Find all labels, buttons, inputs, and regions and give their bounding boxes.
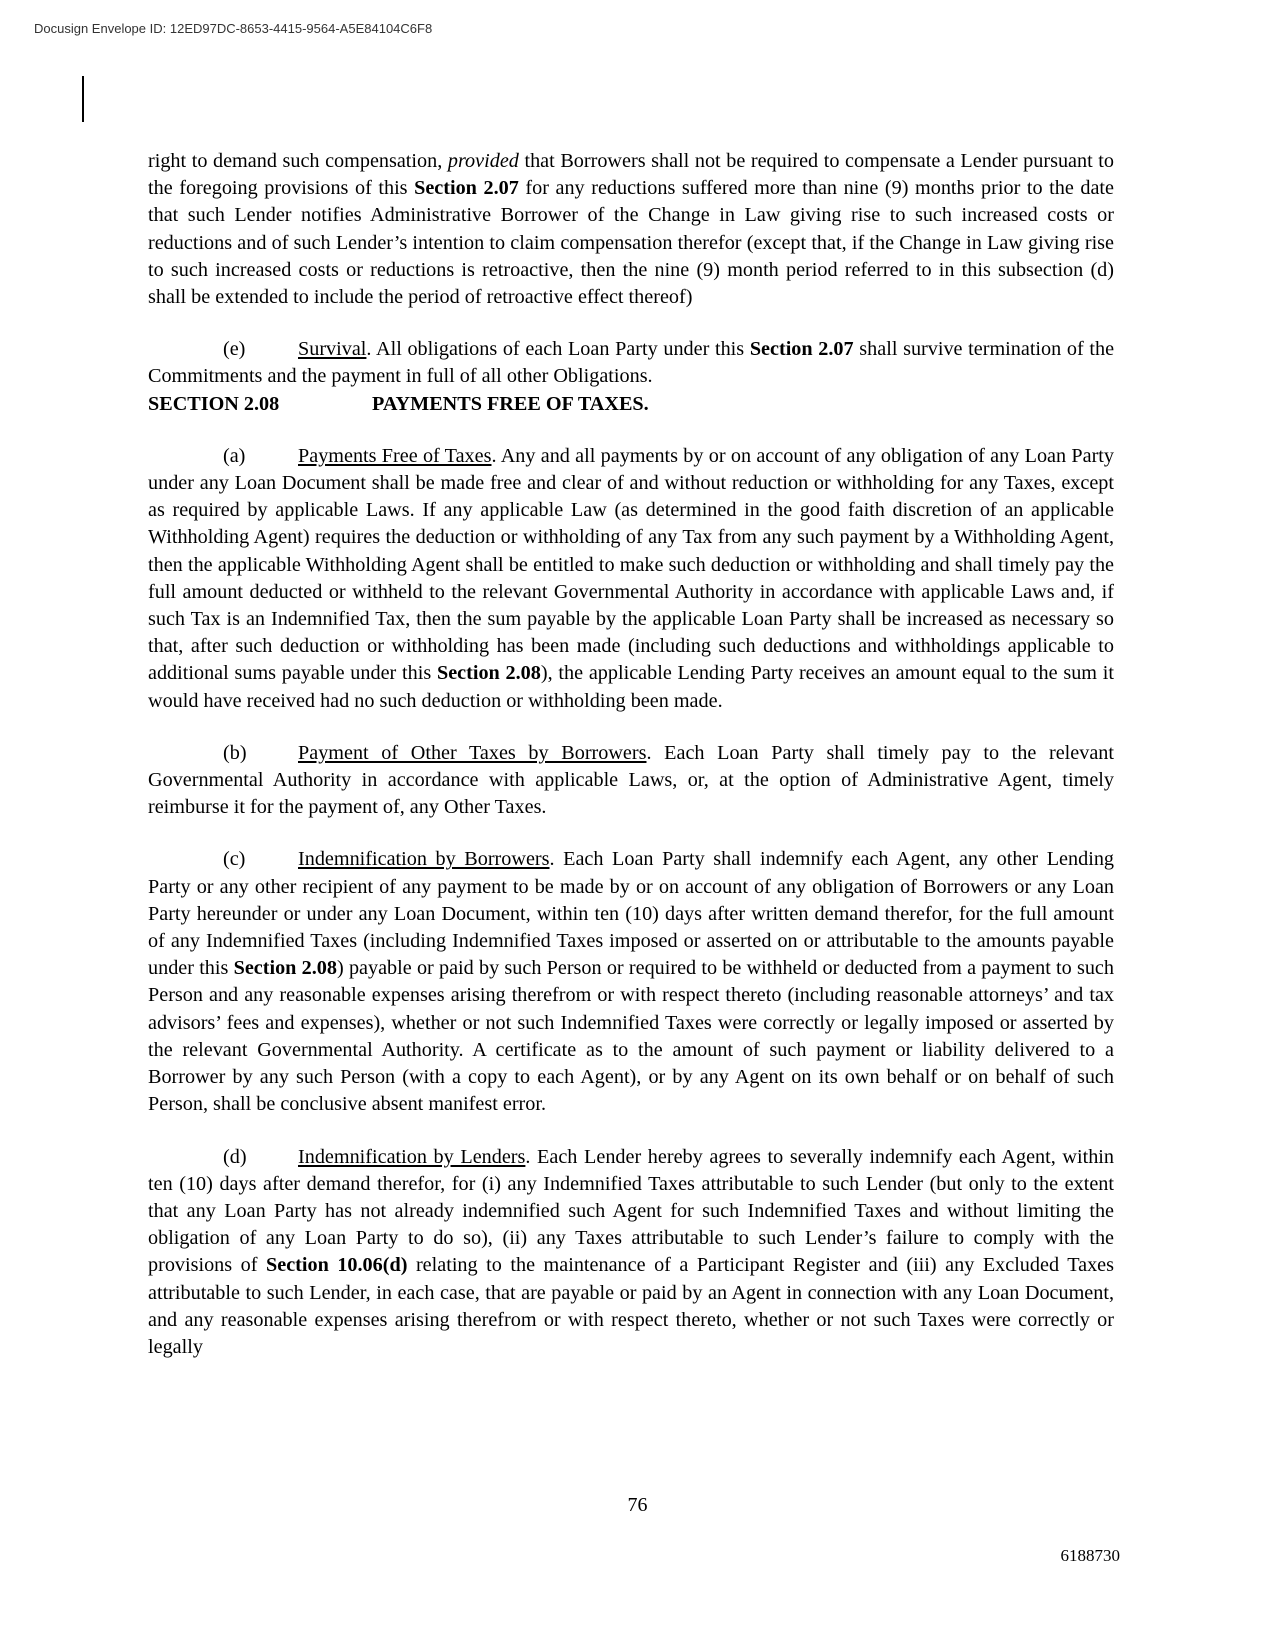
paragraph-title: Indemnification by Borrowers xyxy=(298,848,550,871)
section-reference: Section 10.06(d) xyxy=(266,1254,408,1277)
text-run: shall survive termination of the Commitments and the payment in full of all other Obligations. xyxy=(148,338,1115,388)
paragraph-label: (a) xyxy=(223,444,246,467)
paragraph-title: Survival xyxy=(298,338,367,361)
paragraph-d xyxy=(148,1144,1114,1362)
section-number: SECTION 2.08 xyxy=(148,392,280,415)
italic-term: provided xyxy=(447,150,519,172)
paragraph-label: (b) xyxy=(223,741,247,764)
section-title: PAYMENTS FREE OF TAXES. xyxy=(372,392,649,415)
text-run: . Any and all payments by or on account of any obligation of any Loan Party under any Loan Document shall be made free and clear of and without reduction or withholding for any Taxes, except as required by applicable Laws. If any applicable Law (as determined in the good faith discretion of an applicable Withholding Agent) requires the deduction or withholding of any Tax from any such payment by a Withholding Agent, then the applicable Withholding Agent shall be entitled to make such deduction or withholding and shall timely pay the full amount deducted or withheld to the relevant Governmental Authority in accordance with applicable Laws and, if such Tax is an Indemnified Tax, then the sum payable by the applicable Loan Party shall be increased as necessary so that, after such deduction or withholding has been made (including such deductions and withholdings applicable to additional sums payable under this xyxy=(148,444,1114,685)
section-reference: Section 2.08 xyxy=(436,662,541,685)
paragraph-a xyxy=(148,443,1114,715)
text-run: . Each Loan Party shall indemnify each Agent, any other Lending Party or any other recipient of any payment to be made by or on account of any obligation of Borrowers or any Loan Party hereunder or under any Loan Document, within ten (10) days after written demand therefor, for the full amount of any Indemnified Taxes (including Indemnified Taxes imposed or asserted on or attributable to the amounts payable under this xyxy=(148,848,1115,980)
continuation-paragraph xyxy=(148,148,1114,311)
document-body xyxy=(148,148,1114,1361)
paragraph-c xyxy=(148,846,1114,1118)
section-reference: Section 2.07 xyxy=(749,338,854,361)
text-run: . Each Lender hereby agrees to severally indemnify each Agent, within ten (10) days after demand therefor, for (i) any Indemnified Taxes attributable to such Lender (but only to the extent that any Loan Party has not already indemnified such Agent for such Indemnified Taxes and without limiting the obligation of any Loan Party to do so), (ii) any Taxes attributable to such Lender’s failure to comply with the provisions of xyxy=(148,1145,1114,1277)
paragraph-label: (c) xyxy=(223,848,246,871)
paragraph-title: Payment of Other Taxes by Borrowers xyxy=(298,741,647,764)
envelope-id: Docusign Envelope ID: 12ED97DC-8653-4415-9564-A5E84104C6F8 xyxy=(34,21,433,36)
document-code: 6188730 xyxy=(1060,1546,1120,1565)
text-run: for any reductions suffered more than nine (9) months prior to the date that such Lender notifies Administrative Borrower of the Change in Law giving rise to such increased costs or reductions and of such Lender’s intention to claim compensation therefor (except that, if the Change in Law giving rise to such increased costs or reductions is retroactive, then the nine (9) month period referred to in this subsection (d) shall be extended to include the period of retroactive effect thereof) xyxy=(148,177,1114,309)
text-run: . Each Loan Party shall timely pay to the relevant Governmental Authority in accordance with applicable Laws, or, at the option of Administrative Agent, timely reimburse it for the payment of, any Other Taxes. xyxy=(148,741,1114,819)
paragraph-b xyxy=(148,740,1114,822)
text-run: relating to the maintenance of a Participant Register and (iii) any Excluded Taxes attributable to such Lender, in each case, that are payable or paid by an Agent in connection with any Loan Document, and any reasonable expenses arising therefrom or with respect thereto, whether or not such Taxes were correctly or legally xyxy=(148,1254,1115,1358)
paragraph-title: Indemnification by Lenders xyxy=(298,1145,526,1168)
page-number: 76 xyxy=(627,1494,648,1516)
text-run: that Borrowers shall not be required to compensate a Lender pursuant to the foregoing provisions of this xyxy=(148,150,1114,200)
text-run: . All obligations of each Loan Party under this xyxy=(366,338,745,361)
paragraph-label: (e) xyxy=(223,338,246,361)
section-reference: Section 2.07 xyxy=(414,177,519,200)
paragraph-label: (d) xyxy=(223,1145,247,1168)
text-run: right to demand such compensation, xyxy=(148,150,443,172)
paragraph-title: Payments Free of Taxes xyxy=(298,444,492,467)
text-run: ), the applicable Lending Party receives an amount equal to the sum it would have received had no such deduction or withholding been made. xyxy=(148,662,1114,712)
section-heading xyxy=(148,391,1114,418)
section-reference: Section 2.08 xyxy=(233,957,337,980)
text-run: ) payable or paid by such Person or required to be withheld or deducted from a payment to such Person and any reasonable expenses arising therefrom or with respect thereto (including reasonable attorneys’ and tax advisors’ fees and expenses), whether or not such Indemnified Taxes were correctly or legally imposed or asserted by the relevant Governmental Authority. A certificate as to the amount of such payment or liability delivered to a Borrower by any such Person (with a copy to each Agent), or by any Agent on its own behalf or on behalf of such Person, shall be conclusive absent manifest error. xyxy=(148,957,1114,1116)
paragraph-e-survival xyxy=(148,336,1114,390)
revision-bar xyxy=(82,76,84,122)
